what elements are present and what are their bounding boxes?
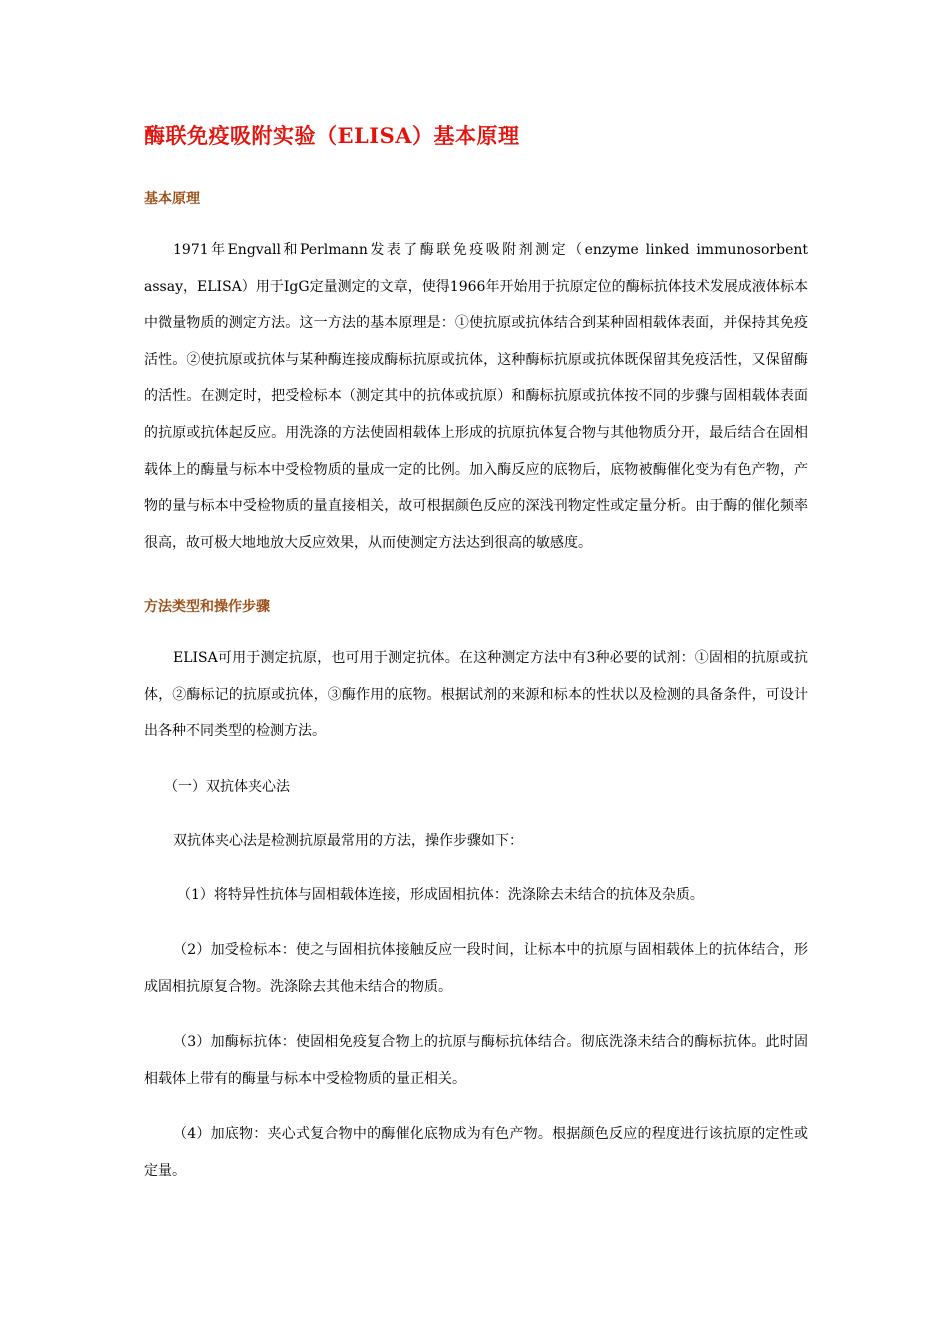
step-item: （4）加底物：夹心式复合物中的酶催化底物成为有色产物。根据颜色反应的程度进行该抗原的定性或定量。 — [144, 1126, 808, 1179]
document-title: 酶联免疫吸附实验（ELISA）基本原理 — [144, 123, 520, 148]
section-heading-methods: 方法类型和操作步骤 — [144, 599, 270, 615]
step-item: （2）加受检标本：使之与固相抗体接触反应一段时间，让标本中的抗原与固相载体上的抗体结合，形成固相抗原复合物。洗涤除去其他未结合的物质。 — [144, 942, 808, 995]
subsection-title-sandwich: （一）双抗体夹心法 — [164, 779, 290, 795]
subsection-intro-sandwich: 双抗体夹心法是检测抗原最常用的方法，操作步骤如下： — [173, 833, 523, 849]
methods-paragraph: ELISA可用于测定抗原，也可用于测定抗体。在这种测定方法中有3种必要的试剂：①固相的抗原或抗体，②酶标记的抗原或抗体，③酶作用的底物。根据试剂的来源和标本的性状以及检测的具备条件，可设计出各种不同类型的检测方法。 — [144, 650, 808, 740]
step-item: （1）将特异性抗体与固相载体连接，形成固相抗体：洗涤除去未结合的抗体及杂质。 — [177, 887, 704, 903]
step-item: （3）加酶标抗体：使固相免疫复合物上的抗原与酶标抗体结合。彻底洗涤未结合的酶标抗体。此时固相载体上带有的酶量与标本中受检物质的量正相关。 — [144, 1034, 808, 1087]
basic-principle-paragraph: 1971年Engvall和Perlmann发表了酶联免疫吸附剂测定（enzyme linked immunosorbent assay，ELISA）用于IgG定量测定的文章，使得1966年开始用于抗原定位的酶标抗体技术发展成液体标本中微量物质的测定方法。这一方法的基本原理是：①使抗原或抗体结合到某种固相载体表面，并保持其免疫活性。②使抗原或抗体与某种酶连接成酶标抗原或抗体，这种酶标抗原或抗体既保留其免疫活性，又保留酶的活性。在测定时，把受检标本（测定其中的抗体或抗原）和酶标抗原或抗体按不同的步骤与固相载体表面的抗原或抗体起反应。用洗涤的方法使固相载体上形成的抗原抗体复合物与其他物质分开，最后结合在固相载体上的酶量与标本中受检物质的量成一定的比例。加入酶反应的底物后，底物被酶催化变为有色产物，产物的量与标本中受检物质的量直接相关，故可根据颜色反应的深浅刊物定性或定量分析。由于酶的催化频率很高，故可极大地地放大反应效果，从而使测定方法达到很高的敏感度。 — [144, 242, 808, 551]
section-heading-basic-principle: 基本原理 — [144, 191, 200, 207]
